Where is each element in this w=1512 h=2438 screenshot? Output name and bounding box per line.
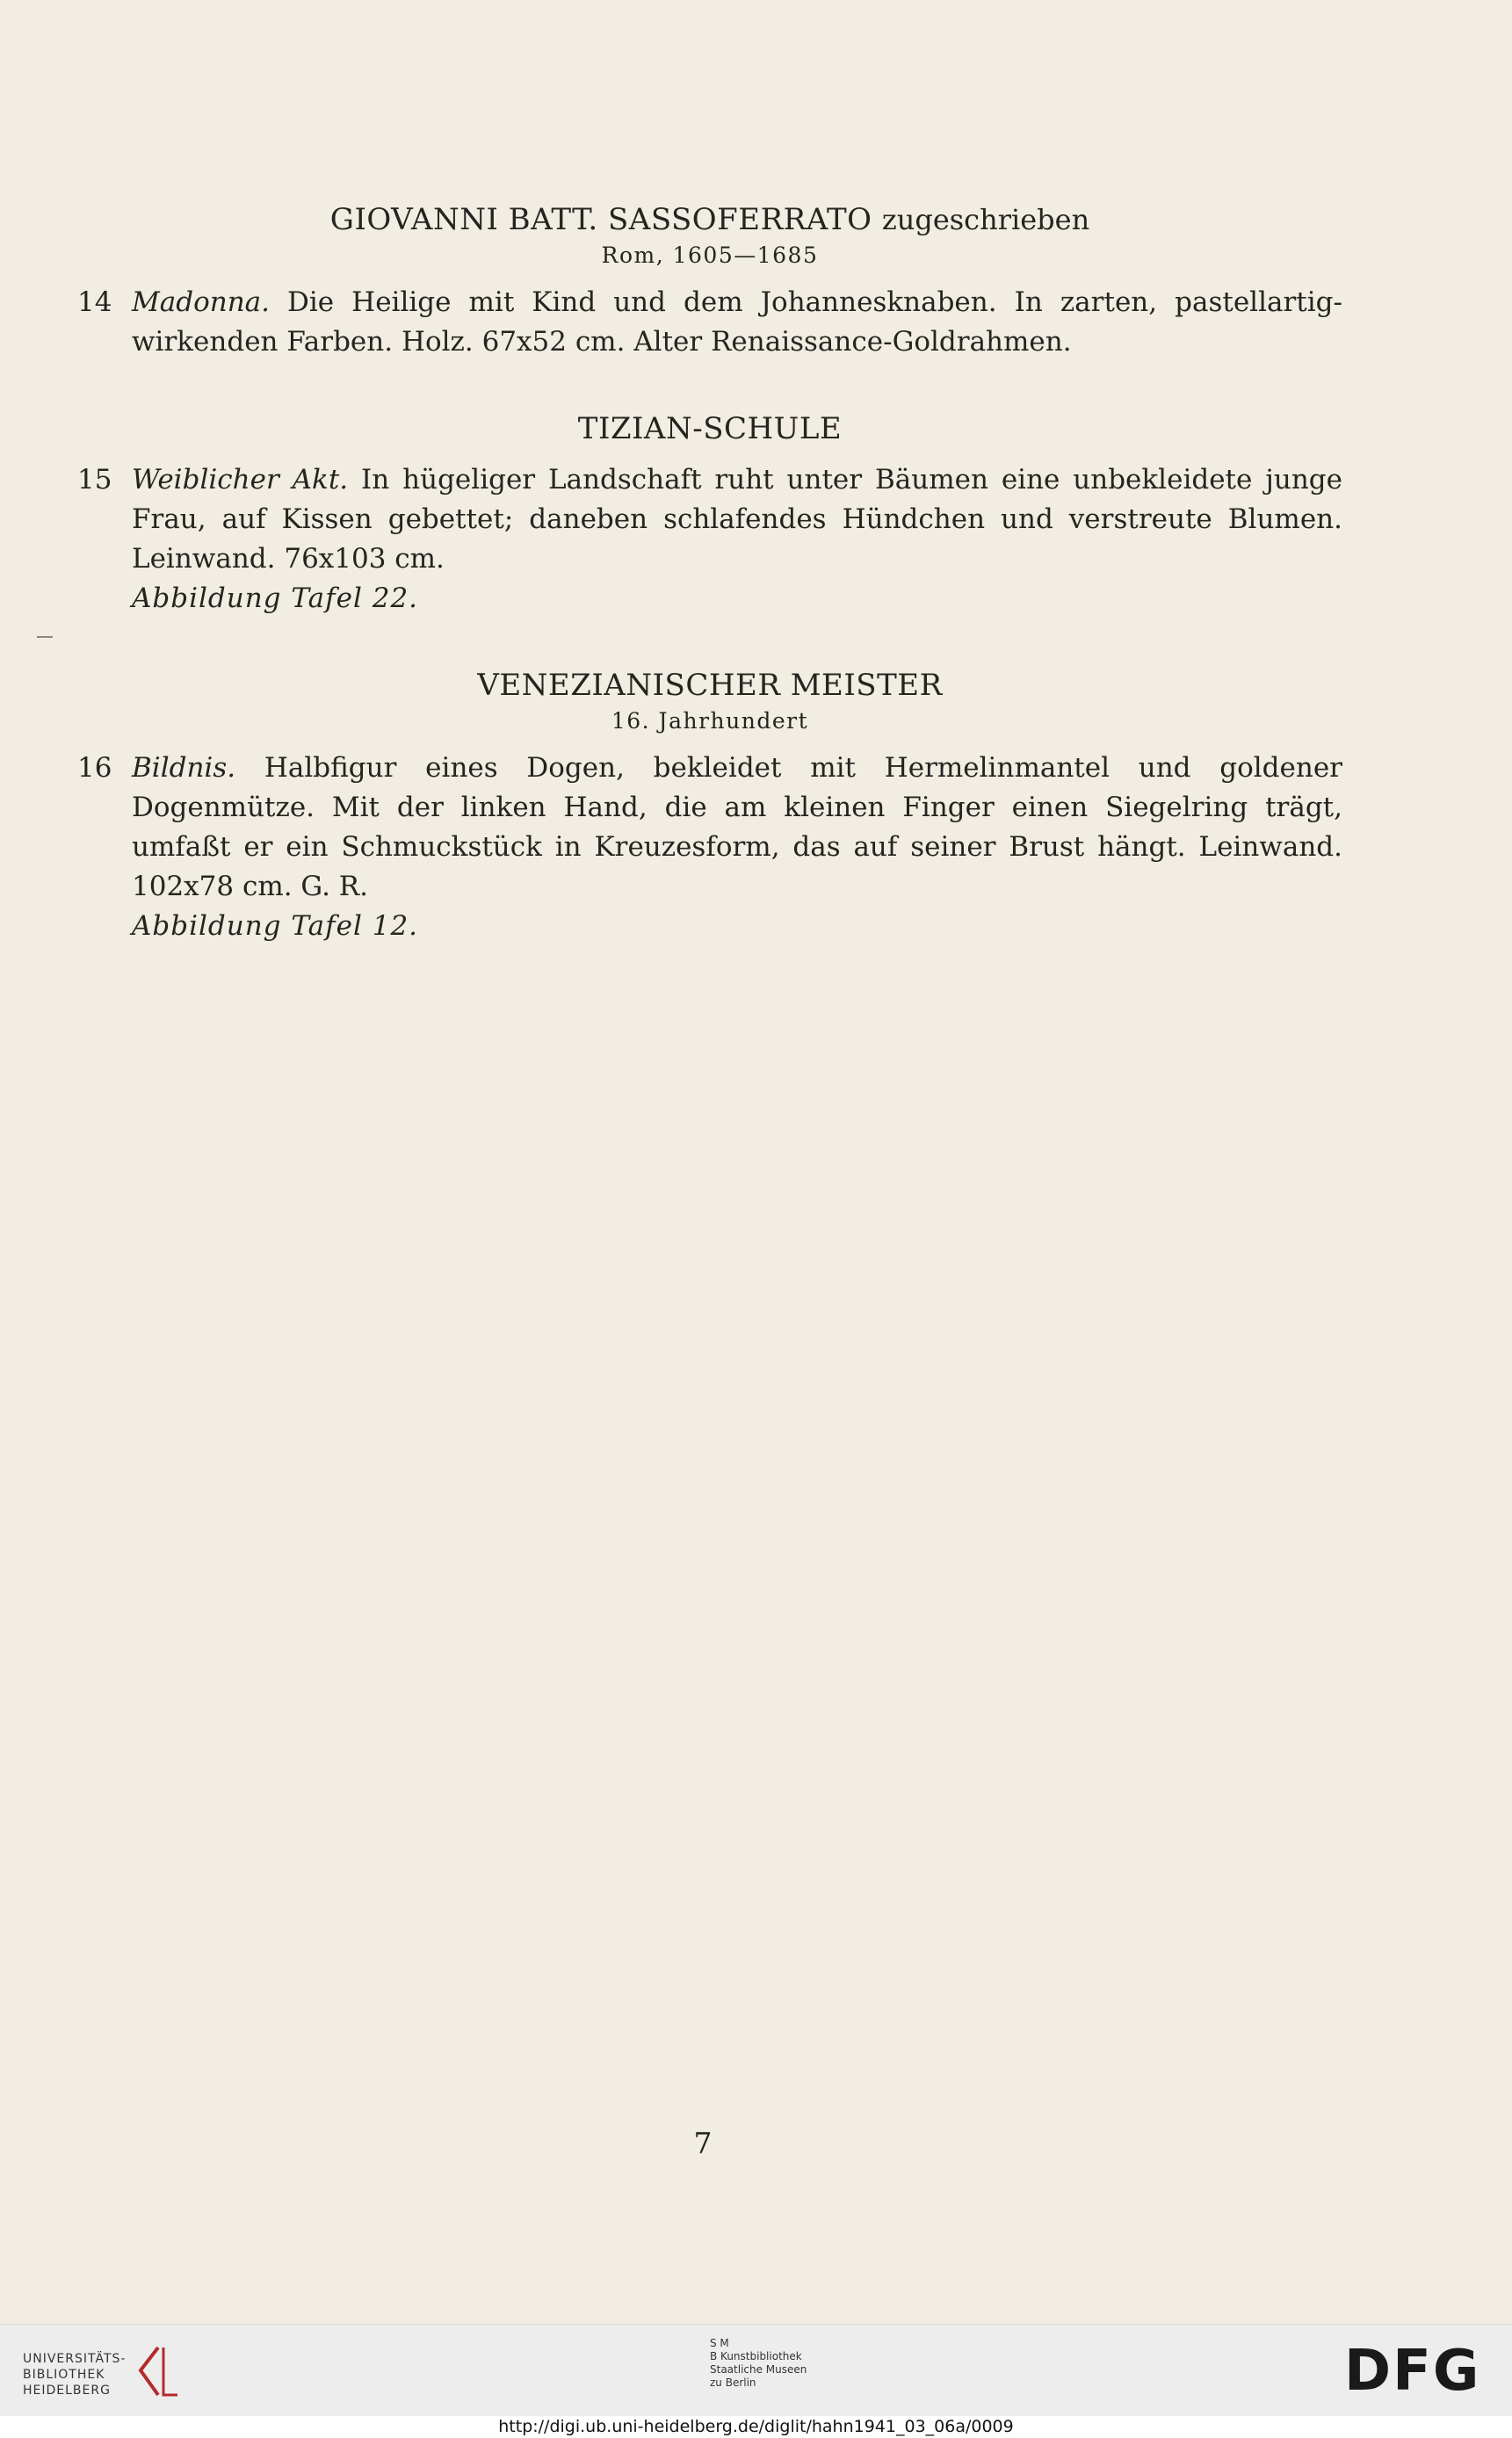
page-number: 7 <box>693 2126 713 2160</box>
logo-line: B Kunstbibliothek <box>710 2350 802 2362</box>
entry-text <box>132 283 1342 362</box>
logo-line: Staatliche Museen <box>710 2363 807 2376</box>
section-heading <box>77 200 1342 239</box>
catalog-entry <box>77 283 1342 362</box>
entry-title: Weiblicher Akt. <box>132 464 349 496</box>
entry-number: 14 <box>77 286 112 318</box>
entry-text <box>132 749 1342 907</box>
entry-body: In hügeliger Landschaft ruht unter Bäumen eine unbekleidete junge Frau, auf Kissen gebettet; daneben schlafendes Hündchen und verstreute Blumen. Leinwand. 76x103 cm. <box>132 464 1342 575</box>
period-subheading: 16. Jahrhundert <box>611 708 809 734</box>
section-venezianisch <box>77 666 1342 946</box>
entry-title: Madonna. <box>132 286 270 318</box>
artist-dates: Rom, 1605—1685 <box>601 242 819 268</box>
entry-number: 15 <box>77 464 112 496</box>
library-line: UNIVERSITÄTS- <box>23 2352 127 2366</box>
entry-number: 16 <box>77 752 112 784</box>
library-logo-text[interactable] <box>23 2351 126 2398</box>
entry-text <box>132 460 1342 579</box>
entry-body: Die Heilige mit Kind und dem Johannesknaben. In zarten, pastellartig-wirkenden Farben. Holz. 67x52 cm. Alter Renaissance-Goldrahmen. <box>132 286 1342 358</box>
artist-name: GIOVANNI BATT. SASSOFERRATO <box>329 202 872 237</box>
entry-title: Bildnis. <box>132 752 236 784</box>
section-heading: VENEZIANISCHER MEISTER <box>477 668 943 703</box>
logo-line: S M <box>710 2337 729 2349</box>
viewer-footer <box>0 2324 1512 2416</box>
section-tizian <box>77 409 1342 619</box>
logo-line: zu Berlin <box>710 2377 756 2389</box>
attribution-note: zugeschrieben <box>881 203 1090 236</box>
dfg-logo[interactable]: DFG <box>1344 2339 1481 2404</box>
plate-reference: Abbildung Tafel 22. <box>132 582 419 614</box>
plate-reference: Abbildung Tafel 12. <box>132 910 419 942</box>
entry-body: Halbfigur eines Dogen, bekleidet mit Hermelinmantel und goldener Dogenmütze. Mit der linken Hand, die am kleinen Finger einen Siegelring trägt, umfaßt er ein Schmuckstück in Kreuzesform, das auf seiner Brust hängt. Leinwand. 102x78 cm. G. R. <box>132 752 1342 902</box>
section-heading: TIZIAN-SCHULE <box>577 411 843 446</box>
kunstbibliothek-logo[interactable] <box>710 2337 807 2390</box>
catalog-content <box>77 200 1342 946</box>
permalink-url[interactable]: http://digi.ub.uni-heidelberg.de/diglit/hahn1941_03_06a/0009 <box>498 2417 1014 2436</box>
catalog-entry <box>77 460 1342 619</box>
library-line: BIBLIOTHEK <box>23 2368 105 2382</box>
library-line: HEIDELBERG <box>23 2384 111 2398</box>
section-sassoferrato <box>77 200 1342 362</box>
margin-mark <box>37 636 53 638</box>
catalog-entry <box>77 749 1342 946</box>
library-emblem-icon <box>132 2344 179 2398</box>
